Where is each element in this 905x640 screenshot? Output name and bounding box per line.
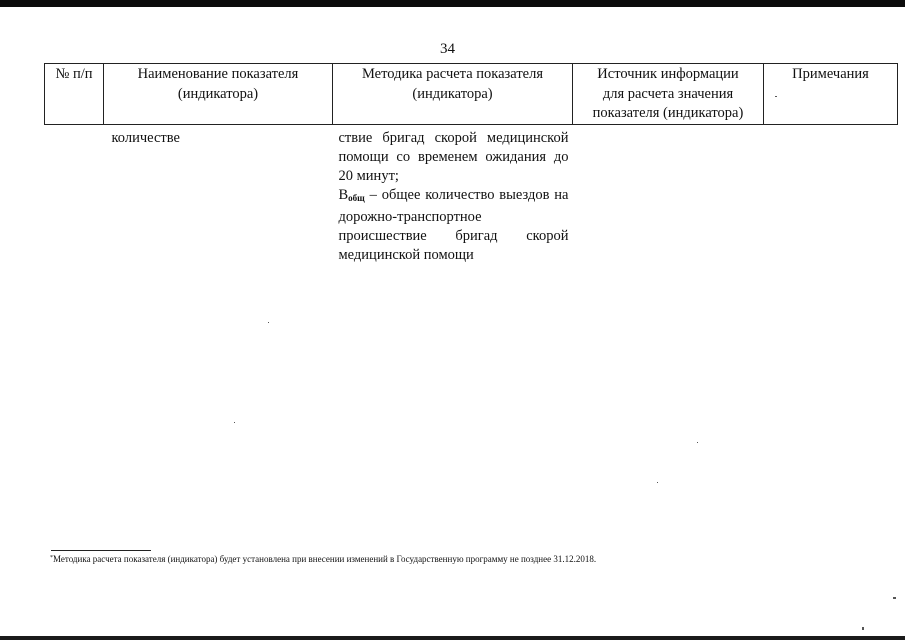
header-line: Наименование показателя — [137, 66, 299, 82]
header-line: № п/п — [55, 66, 93, 82]
header-line: Источник информации — [597, 66, 739, 82]
scan-border-bottom — [0, 636, 905, 640]
method-text-part2: – общее количество выездов на дорожно-транспортное происшествие бригад скорой медицинской помощи — [338, 186, 569, 263]
scan-speck — [775, 96, 777, 97]
scan-speck — [862, 627, 864, 630]
footnote — [50, 553, 596, 565]
scan-speck — [268, 322, 269, 323]
table-header-row — [45, 64, 898, 125]
scan-speck — [657, 482, 658, 483]
scan-speck — [234, 422, 235, 423]
cell-notes — [764, 124, 898, 265]
page-number: 34 — [440, 41, 455, 57]
footnote-text: Методика расчета показателя (индикатора) будет установлена при внесении изменений в Государственную программу не позднее 31.12.2018. — [53, 554, 597, 564]
header-line: для расчета значения — [602, 85, 734, 102]
header-indicator-name — [104, 64, 333, 125]
cell-number — [45, 124, 104, 265]
header-line: Примечания — [792, 66, 869, 82]
header-line: Методика расчета показателя — [361, 66, 543, 82]
header-line: (индикатора) — [177, 85, 259, 102]
cell-method — [333, 124, 573, 265]
header-number — [45, 64, 104, 125]
method-symbol: В — [338, 186, 349, 203]
cell-indicator-name: количестве — [111, 129, 180, 146]
scan-border-top — [0, 0, 905, 7]
footnote-marker: * — [50, 555, 53, 561]
cell-source — [573, 124, 764, 265]
footnote-separator — [51, 550, 151, 551]
table-row — [45, 124, 898, 265]
indicator-table — [44, 63, 898, 265]
method-text-part1: ствие бригад скорой медицинской помощи со временем ожидания до 20 минут; — [338, 129, 569, 184]
header-notes — [764, 64, 898, 125]
method-symbol-subscript: общ — [348, 192, 365, 203]
header-method — [333, 64, 573, 125]
header-line: (индикатора) — [412, 85, 493, 102]
scan-speck — [697, 442, 698, 443]
header-source — [573, 64, 764, 125]
scan-speck — [893, 597, 896, 599]
header-line: показателя (индикатора) — [592, 105, 744, 121]
